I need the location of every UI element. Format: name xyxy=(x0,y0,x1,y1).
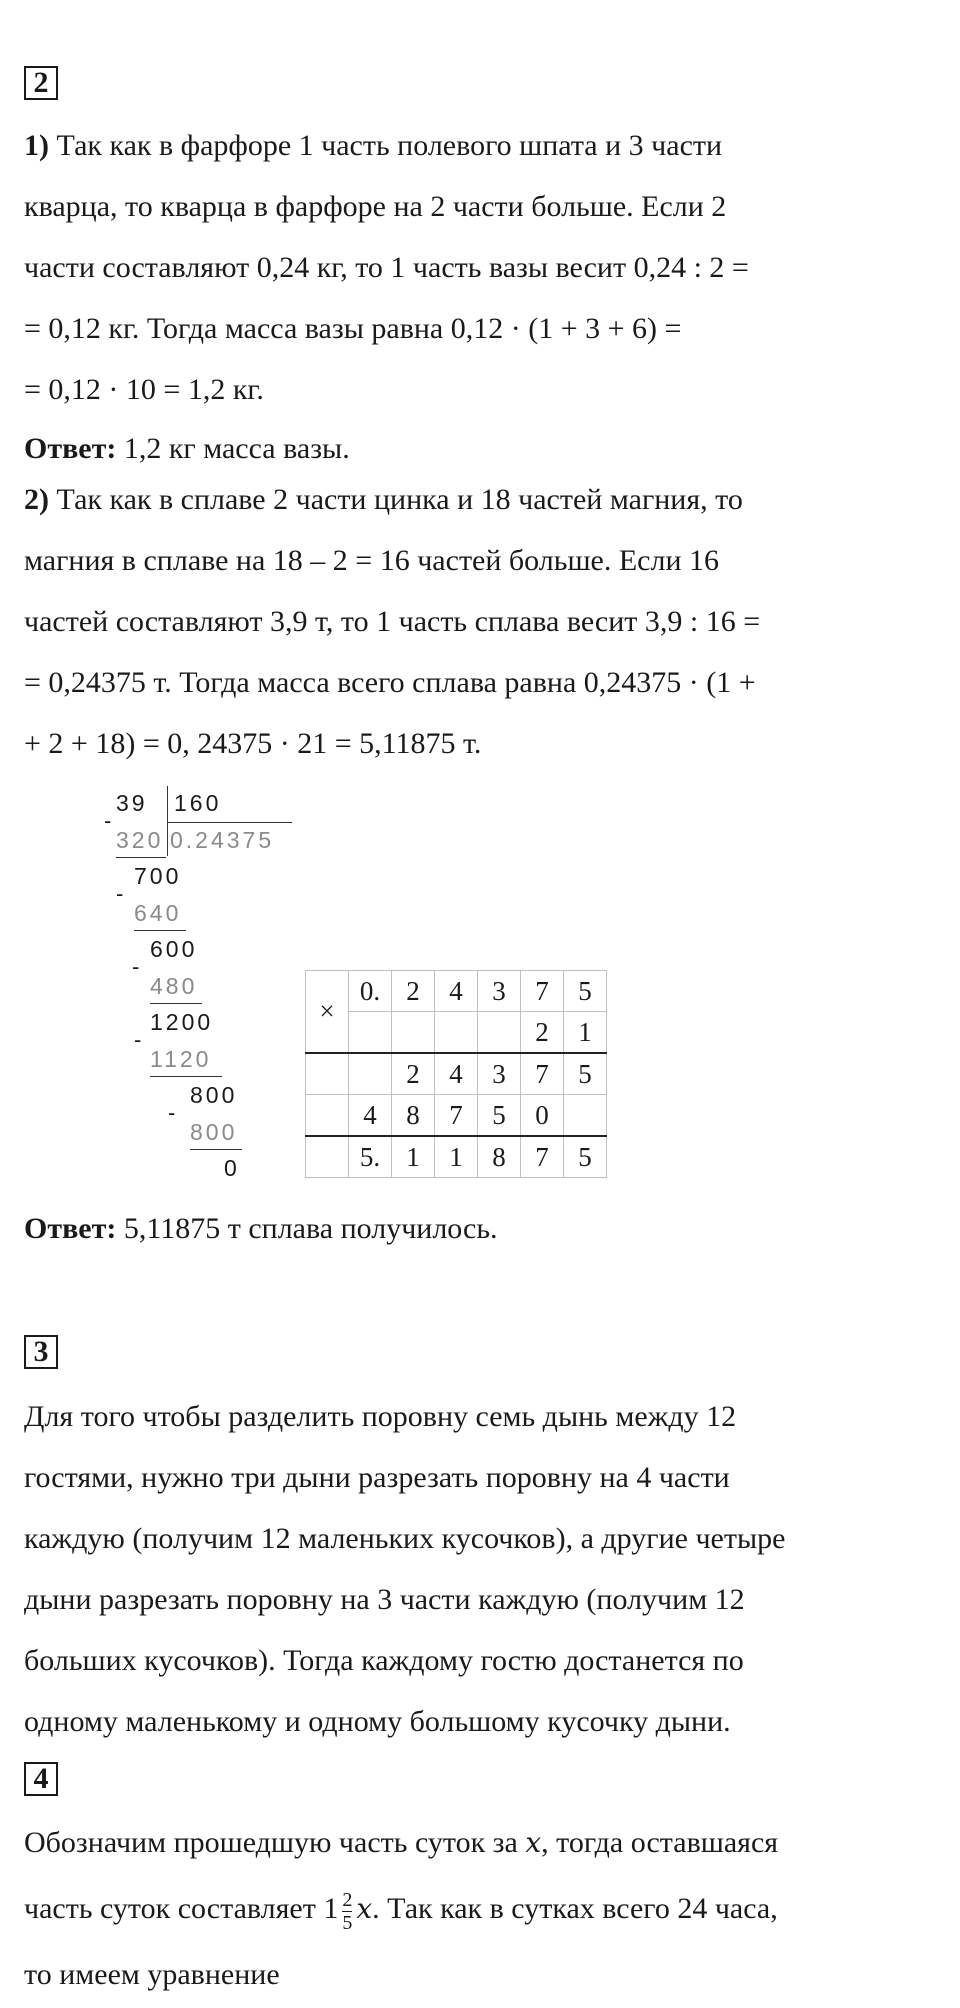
division-row-640: 640 xyxy=(134,900,182,926)
part-2-label: 2) xyxy=(24,483,49,516)
task-2-part-2 xyxy=(24,469,944,774)
task-3-line-2: гостями, нужно три дыни разрезать поровну на 4 части xyxy=(24,1461,730,1494)
part-1-line-5: = 0,12 · 10 = 1,2 кг. xyxy=(24,373,264,406)
grid-cell xyxy=(306,1053,349,1095)
grid-cell: 5 xyxy=(564,1053,607,1095)
part-2-answer xyxy=(24,1205,944,1253)
part-1-line-2: кварца, то кварца в фарфоре на 2 части больше. Если 2 xyxy=(24,190,727,223)
task-4-line-1 xyxy=(24,1810,944,1876)
grid-cell: 5 xyxy=(564,1136,607,1178)
division-remainder: 0 xyxy=(224,1155,240,1181)
part-1-text-1: Так как в фарфоре 1 часть полевого шпата и 3 части xyxy=(49,129,723,162)
grid-cell: 7 xyxy=(521,971,564,1012)
division-row-800: 800 xyxy=(190,1082,238,1108)
division-rule xyxy=(150,1076,222,1077)
minus-sign: - xyxy=(116,881,127,906)
fraction-two-fifths xyxy=(342,1889,352,1934)
task-3-line-4: дыни разрезать поровну на 3 части каждую (получим 12 xyxy=(24,1583,745,1616)
task-3-line-6: одному маленькому и одному большому кусочку дыни. xyxy=(24,1705,731,1738)
task-4-text xyxy=(24,1810,944,2008)
grid-row xyxy=(306,1053,607,1095)
answer-label-2: Ответ: xyxy=(24,1212,117,1245)
division-row-1200: 1200 xyxy=(150,1009,214,1035)
grid-cell: 0 xyxy=(521,1095,564,1137)
grid-cell: 4 xyxy=(435,1053,478,1095)
task-3-number: 3 xyxy=(24,1335,58,1369)
answer-text-2: 5,11875 т сплава получилось. xyxy=(116,1212,498,1245)
minus-sign: - xyxy=(168,1100,179,1125)
answer-label-1: Ответ: xyxy=(24,432,117,465)
grid-cell xyxy=(478,1012,521,1054)
task-4-text-1a: Обозначим прошедшую часть суток за xyxy=(24,1826,526,1859)
part-1-line-1 xyxy=(24,115,944,176)
grid-cell: 3 xyxy=(478,1053,521,1095)
grid-cell: 4 xyxy=(349,1095,392,1137)
division-row-800-sub: 800 xyxy=(190,1119,238,1145)
grid-cell xyxy=(306,1095,349,1137)
grid-cell: 5 xyxy=(478,1095,521,1137)
grid-row xyxy=(306,1136,607,1178)
grid-cell xyxy=(435,1012,478,1054)
task-2-part-1 xyxy=(24,115,944,420)
grid-cell: 8 xyxy=(478,1136,521,1178)
grid-cell: 8 xyxy=(392,1095,435,1137)
part-2-text-1: Так как в сплаве 2 части цинка и 18 частей магния, то xyxy=(49,483,743,516)
grid-cell xyxy=(349,1012,392,1054)
division-quotient: 0.24375 xyxy=(170,827,275,853)
variable-x: x xyxy=(525,1826,542,1859)
part-2-line-4: = 0,24375 т. Тогда масса всего сплава равна 0,24375 · (1 + xyxy=(24,666,756,699)
fraction-numerator: 2 xyxy=(342,1888,353,1911)
task-4-text-1b: , тогда оставшаяся xyxy=(541,1826,779,1859)
task-4-text-2a: часть суток составляет 1 xyxy=(24,1892,339,1925)
division-divisor: 160 xyxy=(174,790,222,816)
division-rule xyxy=(150,1003,202,1004)
grid-cell: 1 xyxy=(392,1136,435,1178)
division-rule xyxy=(134,930,186,931)
grid-cell: 2 xyxy=(392,1053,435,1095)
minus-sign: - xyxy=(134,1027,145,1052)
grid-cell xyxy=(349,1053,392,1095)
task-3-line-5: больших кусочков). Тогда каждому гостю достанется по xyxy=(24,1644,744,1677)
answer-text-1: 1,2 кг масса вазы. xyxy=(116,432,350,465)
division-bracket-horizontal xyxy=(167,822,292,823)
division-bracket-vertical xyxy=(167,786,168,856)
division-row-600: 600 xyxy=(150,936,198,962)
grid-cell: 0. xyxy=(349,971,392,1012)
division-row-480: 480 xyxy=(150,973,198,999)
part-2-line-2: магния в сплаве на 18 – 2 = 16 частей больше. Если 16 xyxy=(24,544,720,577)
minus-sign: - xyxy=(132,954,143,979)
grid-cell: 7 xyxy=(521,1136,564,1178)
minus-sign: - xyxy=(104,808,115,833)
part-1-answer xyxy=(24,425,944,473)
variable-x: x xyxy=(356,1892,373,1925)
multiply-sign: × xyxy=(306,971,349,1054)
grid-cell: 1 xyxy=(435,1136,478,1178)
grid-cell: 2 xyxy=(521,1012,564,1054)
part-2-line-5: + 2 + 18) = 0, 24375 · 21 = 5,11875 т. xyxy=(24,727,482,760)
part-1-label: 1) xyxy=(24,129,49,162)
grid-cell: 7 xyxy=(521,1053,564,1095)
grid-cell: 4 xyxy=(435,971,478,1012)
division-row-1120: 1120 xyxy=(150,1046,212,1072)
task-3-line-1: Для того чтобы разделить поровну семь дынь между 12 xyxy=(24,1400,737,1433)
part-2-line-3: частей составляют 3,9 т, то 1 часть сплава весит 3,9 : 16 = xyxy=(24,605,761,638)
grid-cell: 2 xyxy=(392,971,435,1012)
fraction-denominator: 5 xyxy=(342,1911,353,1934)
task-4-number: 4 xyxy=(24,1762,58,1796)
division-rule xyxy=(116,857,166,858)
grid-cell xyxy=(392,1012,435,1054)
task-4-text-2b: . Так как в сутках всего 24 часа, xyxy=(372,1892,778,1925)
task-3-line-3: каждую (получим 12 маленьких кусочков), а другие четыре xyxy=(24,1522,786,1555)
grid-cell: 5 xyxy=(564,971,607,1012)
division-row-320: 320 xyxy=(116,827,164,853)
grid-cell: 3 xyxy=(478,971,521,1012)
multiplication-grid xyxy=(305,970,607,1178)
division-rule xyxy=(190,1149,242,1150)
grid-cell: 7 xyxy=(435,1095,478,1137)
grid-cell: 5. xyxy=(349,1136,392,1178)
grid-cell xyxy=(564,1095,607,1137)
grid-cell xyxy=(306,1136,349,1178)
grid-row xyxy=(306,1012,607,1054)
part-2-line-1 xyxy=(24,469,944,530)
division-row-700: 700 xyxy=(134,863,182,889)
part-1-line-4: = 0,12 кг. Тогда масса вазы равна 0,12 · (1 + 3 + 6) = xyxy=(24,312,682,345)
part-1-line-3: части составляют 0,24 кг, то 1 часть вазы весит 0,24 : 2 = xyxy=(24,251,749,284)
task-2-number: 2 xyxy=(24,66,58,100)
task-4-line-2 xyxy=(24,1876,944,1942)
grid-row xyxy=(306,971,607,1012)
task-3-text xyxy=(24,1386,944,1752)
division-dividend: 39 xyxy=(116,790,148,816)
grid-row xyxy=(306,1095,607,1137)
grid-cell: 1 xyxy=(564,1012,607,1054)
task-4-line-3: то имеем уравнение xyxy=(24,1958,280,1991)
